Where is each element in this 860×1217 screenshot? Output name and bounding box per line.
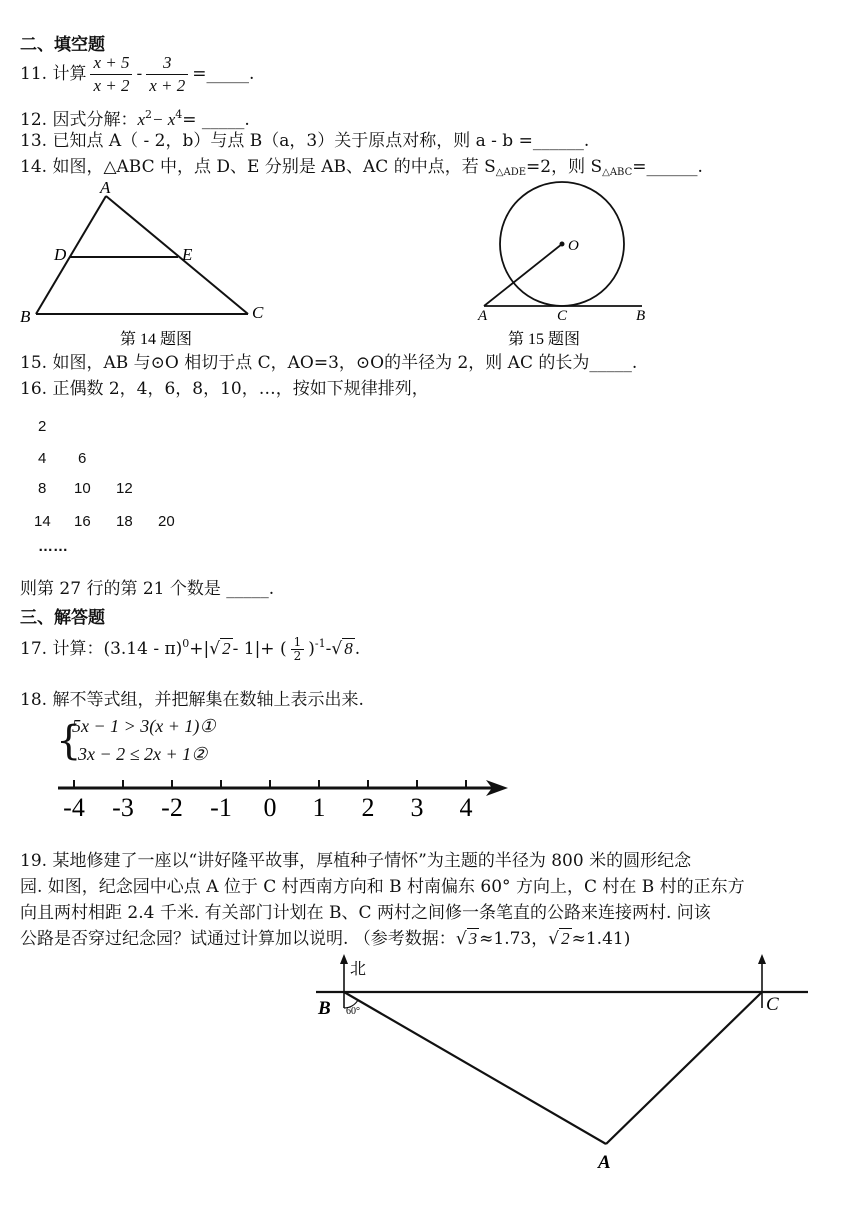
sqrt-3: √ 3 bbox=[455, 929, 478, 949]
q11-fraction-1: $\frac{x + 5}{x + 2}$ bbox=[90, 52, 132, 97]
fig15-caption: 第 15 题图 bbox=[508, 331, 581, 348]
fig19-angle-label: 60° bbox=[346, 1006, 360, 1017]
q14-answer-blank: =______. bbox=[632, 157, 703, 177]
question-19-line-1: 19. 某地修建了一座以“讲好隆平故事，厚植种子情怀”为主题的半径为 800 米的圆形纪念 bbox=[20, 851, 692, 871]
question-15: 15. 如图，AB 与⊙O 相切于点 C，AO=3，⊙O的半径为 2，则 AC 的长为_____. bbox=[20, 353, 638, 373]
question-13: 13. 已知点 A（ - 2，b）与点 B（a，3）关于原点对称，则 a - b =______. bbox=[20, 131, 590, 151]
question-17: 17. 计算：(3.14 - π)$^0$+|√ 2 - 1|+ ( $\frac{1}{2}$ )$^{-1}$-√ 8 . bbox=[20, 635, 361, 663]
fig14-label-a: A bbox=[100, 178, 111, 197]
question-12: 12. 因式分解：$x^2- x^4=$ _____. bbox=[20, 108, 250, 130]
pattern-number: 4 bbox=[38, 450, 47, 467]
number-line-tick-label: -4 bbox=[63, 793, 85, 822]
pattern-number: 2 bbox=[38, 418, 47, 435]
pattern-number: 12 bbox=[116, 480, 133, 497]
question-16-ask: 则第 27 行的第 21 个数是 _____. bbox=[20, 579, 275, 599]
pattern-number: 18 bbox=[116, 513, 133, 530]
number-line-tick-label: -2 bbox=[161, 793, 183, 822]
number-line-tick-label: 1 bbox=[312, 793, 326, 822]
question-18: 18. 解不等式组，并把解集在数轴上表示出来. bbox=[20, 690, 364, 710]
inequality-2: 3x − 2 ≤ 2x + 1② bbox=[78, 744, 208, 764]
number-line bbox=[50, 772, 520, 824]
question-19-line-3: 向且两村相距 2.4 千米. 有关部门计划在 B、C 两村之间修一条笔直的公路来连接两村. 问该 bbox=[20, 903, 711, 923]
pattern-number: 14 bbox=[34, 513, 51, 530]
question-14: 14. 如图，△ABC 中，点 D、E 分别是 AB、AC 的中点，若 $S_{\triangle ADE}=2$，则 $S_{\triangle ABC}=\_\_\_\_\_\_$. bbox=[20, 157, 703, 178]
number-line-tick-label: 4 bbox=[459, 793, 473, 822]
question-16: 16. 正偶数 2，4，6，8，10，…，按如下规律排列， bbox=[20, 379, 429, 399]
fig14-label-c: C bbox=[252, 303, 264, 322]
pattern-number: 6 bbox=[78, 450, 87, 467]
figure-14-triangle bbox=[14, 178, 284, 350]
pattern-number: 10 bbox=[74, 480, 91, 497]
fig19-north-label: 北 bbox=[350, 961, 367, 978]
figure-15-circle-tangent bbox=[470, 178, 660, 350]
fig14-label-b: B bbox=[20, 307, 31, 326]
q11-answer-blank: =_____. bbox=[192, 64, 255, 84]
number-line-tick-label: -1 bbox=[210, 793, 232, 822]
question-19-line-4: 公路是否穿过纪念园？试通过计算加以说明. （参考数据：√ 3 ≈1.73，√ 2 ≈1.41) bbox=[20, 929, 631, 949]
fig15-label-c: C bbox=[557, 308, 568, 324]
inequality-1: 5x − 1 > 3(x + 1)① bbox=[72, 716, 216, 736]
fig15-label-o: O bbox=[568, 238, 579, 254]
question-11 bbox=[20, 52, 254, 97]
figure-19-villages bbox=[312, 950, 812, 1180]
section-heading-fill-blank: 二、填空题 bbox=[20, 35, 105, 55]
question-19-line-2: 园. 如图，纪念园中心点 A 位于 C 村西南方向和 B 村南偏东 60° 方向上，C 村在 B 村的正东方 bbox=[20, 877, 745, 897]
pattern-number: 16 bbox=[74, 513, 91, 530]
fig14-label-e: E bbox=[182, 245, 193, 264]
pattern-number: 20 bbox=[158, 513, 175, 530]
pattern-number: 8 bbox=[38, 480, 47, 497]
q11-prefix: 计算 bbox=[52, 64, 87, 84]
fig19-label-a: A bbox=[598, 1152, 611, 1173]
system-brace: { bbox=[56, 718, 82, 764]
sqrt-2: √ 2 bbox=[209, 639, 231, 659]
section-heading-solve: 三、解答题 bbox=[20, 608, 105, 628]
number-line-tick-label: 0 bbox=[263, 793, 277, 822]
number-line-tick-label: 3 bbox=[410, 793, 424, 822]
q11-number: 11. bbox=[20, 64, 48, 84]
fig19-label-c: C bbox=[766, 994, 779, 1015]
fig15-label-b: B bbox=[636, 308, 646, 324]
fig14-caption: 第 14 题图 bbox=[120, 331, 193, 348]
number-line-tick-label: -3 bbox=[112, 793, 134, 822]
fig14-label-d: D bbox=[54, 245, 67, 264]
number-line-tick-label: 2 bbox=[361, 793, 375, 822]
pattern-ellipsis: …… bbox=[38, 538, 68, 555]
q11-fraction-2: $\frac{3}{x + 2}$ bbox=[146, 52, 188, 97]
q12-answer-blank: = _____. bbox=[182, 110, 250, 130]
fig19-label-b: B bbox=[318, 998, 331, 1019]
fig15-label-a: A bbox=[478, 308, 488, 324]
sqrt-8: √ 8 bbox=[331, 639, 353, 659]
sqrt-2-ref: √ 2 bbox=[548, 929, 570, 949]
q11-minus: - bbox=[136, 64, 143, 84]
fraction-half: $\frac{1}{2}$ bbox=[291, 636, 305, 663]
